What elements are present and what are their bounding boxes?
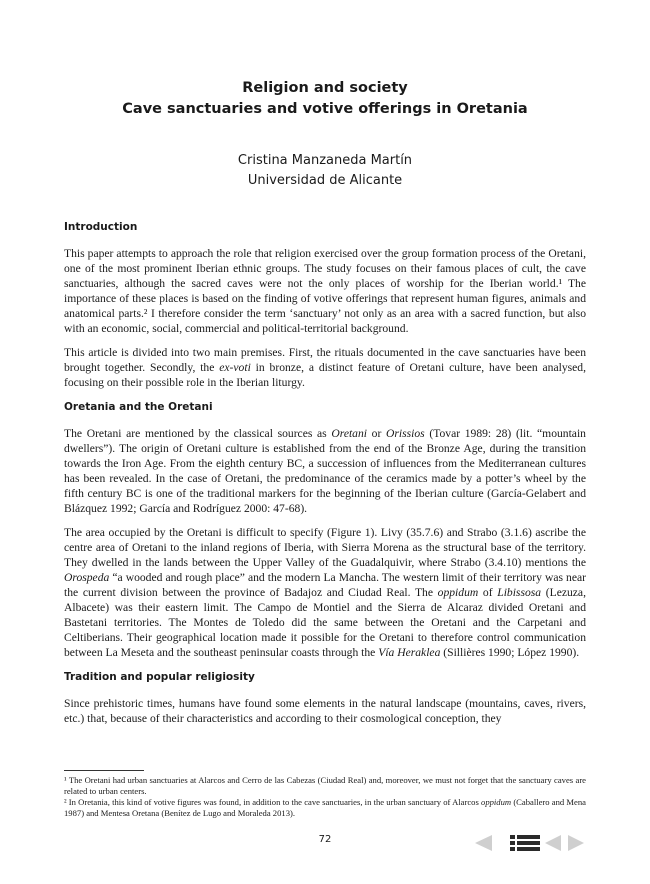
paper-title (0, 78, 650, 120)
italic-term: Orissios (386, 427, 425, 440)
paragraph (64, 426, 586, 516)
section-heading-oretania: Oretania and the Oretani (64, 401, 213, 413)
author-affiliation: Universidad de Alicante (247, 173, 403, 188)
footnote-2 (64, 797, 586, 819)
footnote-rule (64, 770, 144, 771)
text-run: (Lezuza, Albacete) was their eastern limit. The Campo de Montiel and the Sierra de Alcaraz divided Oretani and Bastetani territories. The Montes de Toledo did the same between the Oretani and the Carpetani and Celtiberians. Their geographical location made it possible for the Oretani to therefore control communication between La Meseta and the southeast peninsular coasts through the (64, 586, 586, 659)
italic-term: ex-voti (219, 361, 251, 374)
text-run: “a wooded and rough place” and the modern La Mancha. The western limit of their territory was near the current division between the province of Badajoz and Ciudad Real. The (64, 571, 586, 599)
italic-term: Oretani (331, 427, 367, 440)
italic-term: oppidum (481, 797, 512, 807)
footnotes (64, 775, 586, 819)
section-heading-introduction: Introduction (64, 221, 138, 233)
author-name: Cristina Manzaneda Martín (237, 153, 413, 168)
text-run: The area occupied by the Oretani is difficult to specify (Figure 1). Livy (35.7.6) and Strabo (3.1.6) ascribe the centre area of Oretani to the inland regions of Iberia, with Sierra Morena as the structural base of the territory. They dwelled in the lands between the Upper Valley of the Guadalquivir, where Strabo (3.4.10) mentions the (64, 526, 586, 569)
first-page-icon[interactable] (472, 834, 494, 852)
italic-term: Libissosa (497, 586, 542, 599)
title-line-1: Religion and society (242, 80, 408, 96)
menu-icon[interactable] (510, 834, 542, 852)
text-run: (Tovar 1989: 28) (lit. “mountain dwellers”). The origin of Oretani culture is established from the end of the Bronze Age, during the transition towards the Iron Age. From the eighth century BC, a succession of influences from the Mediterranean cultures has been revealed. In the case of Oretani, the predominance of the ceramics made by a potter’s wheel by the fifth century BC is one of the traditional markers for the beginning of the Iberian culture (García-Gelabert and Blázquez 1992; García and Rodríguez 2000: 47-68). (64, 427, 586, 515)
text-run: (Caballero and Mena 1987) and Mentesa Oretana (Benítez de Lugo and Moraleda 2013). (64, 797, 586, 818)
italic-term: oppidum (437, 586, 479, 599)
italic-term: Orospeda (64, 571, 110, 584)
next-page-icon[interactable] (566, 834, 586, 852)
author-block (0, 151, 650, 191)
text-run: or (367, 427, 386, 440)
previous-page-icon[interactable] (543, 834, 563, 852)
text-run: ² In Oretania, this kind of votive figures was found, in addition to the cave sanctuaries, in the urban sanctuary of Alarcos (64, 797, 482, 807)
paragraph (64, 525, 586, 660)
body-text (64, 220, 586, 735)
page-number: 72 (318, 834, 332, 845)
paragraph: This paper attempts to approach the role that religion exercised over the group formation process of the Oretani, one of the most prominent Iberian ethnic groups. The study focuses on their famous places of cult, the cave sanctuaries, although the sacred caves were not the only places of worship for the Iberian world.¹ The importance of these places is based on the finding of votive offerings that represent human figures, animals and anatomical parts.² I therefore consider the term ‘sanctuary’ not only as an area with a sacred function, but also with an economic, social, commercial and political-territorial background. (64, 247, 586, 335)
italic-term: Vía Heraklea (378, 646, 441, 659)
paragraph: Since prehistoric times, humans have found some elements in the natural landscape (mountains, caves, rivers, etc.) that, because of their characteristics and according to their cosmological conception, they (64, 697, 586, 725)
paragraph (64, 345, 586, 390)
text-run: of (478, 586, 498, 599)
text-run: The Oretani are mentioned by the classical sources as (64, 427, 332, 440)
text-run: in bronze, a distinct feature of Oretani culture, have been analysed, focusing on their possible role in the Iberian liturgy. (64, 361, 586, 389)
text-run: This article is divided into two main premises. First, the rituals documented in the cave sanctuaries have been brought together. Secondly, the (64, 346, 586, 374)
section-heading-tradition: Tradition and popular religiosity (64, 671, 255, 683)
text-run: (Sillières 1990; López 1990). (440, 646, 580, 659)
footnote-1: ¹ The Oretani had urban sanctuaries at Alarcos and Cerro de las Cabezas (Ciudad Real) and, moreover, we must not forget that the sanctuary caves are related to urban centers. (64, 775, 586, 796)
title-line-2: Cave sanctuaries and votive offerings in Oretania (122, 101, 528, 117)
